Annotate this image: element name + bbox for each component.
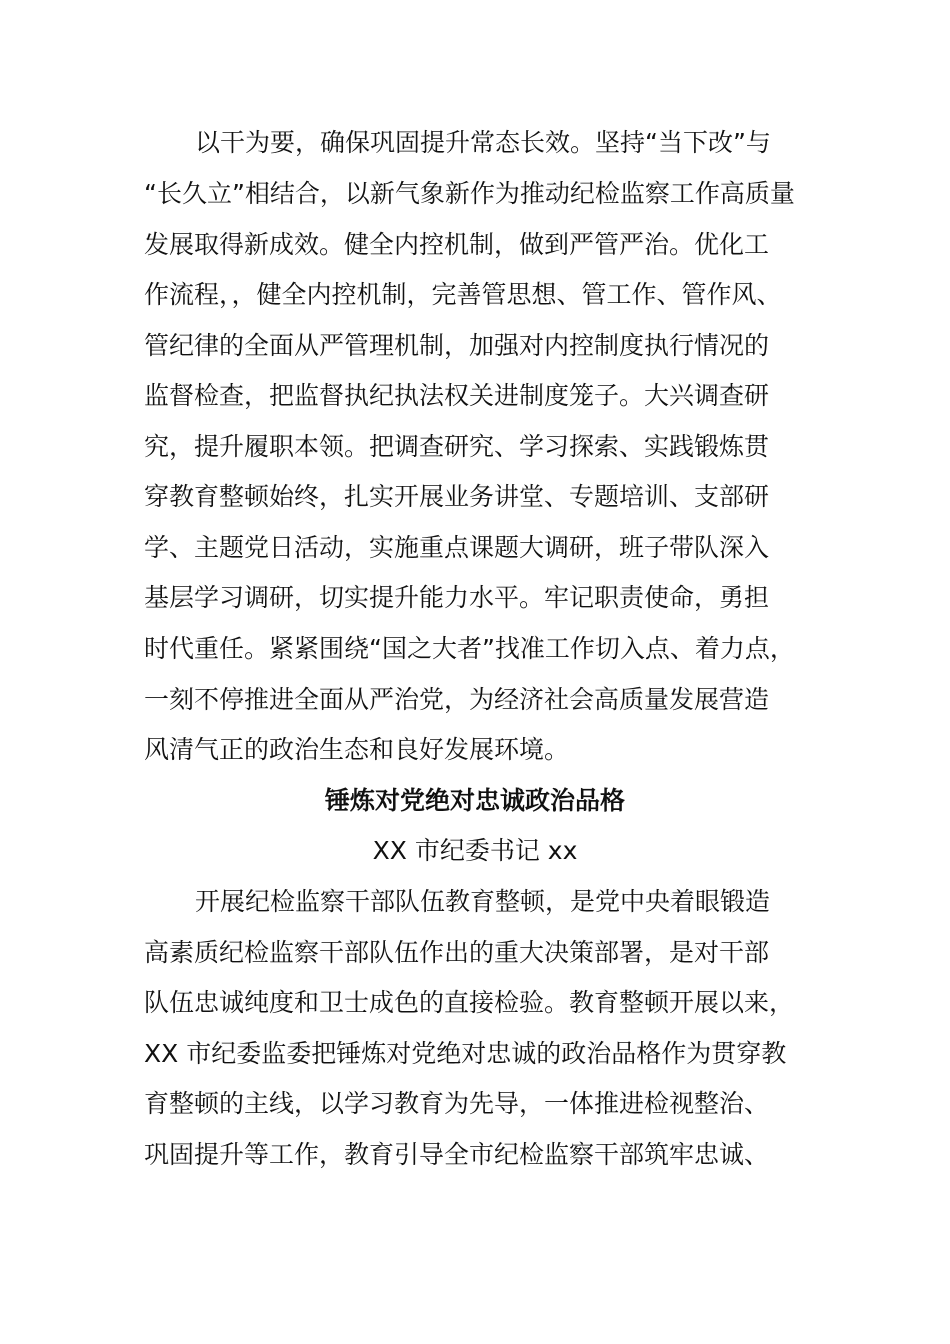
paragraph-1-line: 以干为要，确保巩固提升常态长效。坚持“当下改”与	[195, 128, 771, 157]
paragraph-1-line: 管纪律的全面从严管理机制，加强对内控制度执行情况的	[144, 331, 770, 360]
article-title: 锤炼对党绝对忠诚政治品格	[324, 786, 625, 815]
paragraph-2-line: 开展纪检监察干部队伍教育整顿，是党中央着眼锻造	[195, 887, 771, 916]
paragraph-2-line: 育整顿的主线，以学习教育为先导，一体推进检视整治、	[144, 1089, 770, 1118]
paragraph-1-line: 时代重任。紧紧围绕“国之大者”找准工作切入点、着力点，	[144, 634, 795, 663]
paragraph-1-line: 监督检查，把监督执纪执法权关进制度笼子。大兴调查研	[144, 381, 770, 410]
paragraph-1-line: 风清气正的政治生态和良好发展环境。	[144, 735, 570, 764]
paragraph-1-line: 作流程，，健全内控机制，完善管思想、管工作、管作风、	[144, 280, 782, 309]
paragraph-1-line: “长久立”相结合，以新气象新作为推动纪检监察工作高质量	[144, 179, 795, 208]
paragraph-2-line: 高素质纪检监察干部队伍作出的重大决策部署，是对干部	[144, 938, 770, 967]
paragraph-1-line: 学、主题党日活动，实施重点课题大调研，班子带队深入	[144, 533, 770, 562]
paragraph-1-line: 穿教育整顿始终，扎实开展业务讲堂、专题培训、支部研	[144, 482, 770, 511]
article-author: XX 市纪委书记 xx	[372, 836, 578, 865]
paragraph-1-line: 一刻不停推进全面从严治党，为经济社会高质量发展营造	[144, 685, 770, 714]
paragraph-1-line: 发展取得新成效。健全内控机制，做到严管严治。优化工	[144, 230, 770, 259]
paragraph-1-line: 基层学习调研，切实提升能力水平。牢记职责使命，勇担	[144, 583, 770, 612]
paragraph-1-line: 究，提升履职本领。把调查研究、学习探索、实践锻炼贯	[144, 432, 770, 461]
paragraph-2-line: XX 市纪委监委把锤炼对党绝对忠诚的政治品格作为贯穿教	[144, 1039, 787, 1068]
paragraph-2-line: 队伍忠诚纯度和卫士成色的直接检验。教育整顿开展以来，	[144, 988, 795, 1017]
paragraph-2-line: 巩固提升等工作，教育引导全市纪检监察干部筑牢忠诚、	[144, 1140, 770, 1169]
